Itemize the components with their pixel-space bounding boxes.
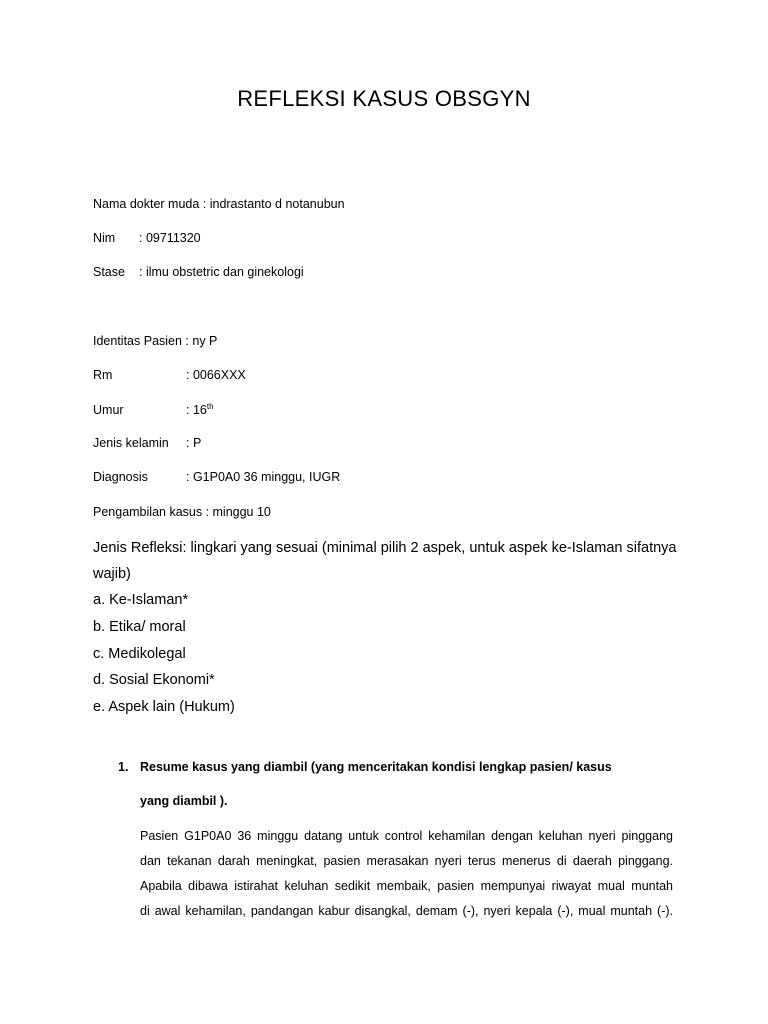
- rm-label: Rm: [93, 368, 113, 382]
- reflection-option-socioeconomic: d. Sosial Ekonomi*: [93, 672, 215, 688]
- paragraph-line: di awal kehamilan, pandangan kabur disangkal, demam (-), nyeri kepala (-), mual muntah (-).: [140, 904, 673, 918]
- rm-row: [93, 368, 246, 382]
- sex-label: Jenis kelamin: [93, 436, 169, 450]
- age-number: : 16: [186, 403, 207, 418]
- section1-heading: [118, 760, 612, 774]
- stase-row: [93, 265, 304, 279]
- age-label: Umur: [93, 403, 124, 418]
- reflection-option-islam: a. Ke-Islaman*: [93, 592, 189, 608]
- patient-identity-line: Identitas Pasien : ny P: [93, 334, 218, 348]
- document-title: REFLEKSI KASUS OBSGYN: [237, 86, 531, 111]
- age-superscript: th: [206, 402, 214, 411]
- stase-label: Stase: [93, 265, 125, 279]
- nim-label: Nim: [93, 231, 116, 245]
- stase-value: : ilmu obstetric dan ginekologi: [139, 265, 304, 279]
- section1-heading-line2: yang diambil ).: [140, 794, 228, 808]
- case-summary-paragraph: [140, 824, 673, 924]
- nim-row: [93, 231, 201, 245]
- case-taken-line: Pengambilan kasus : minggu 10: [93, 505, 271, 519]
- reflection-option-ethics: b. Etika/ moral: [93, 619, 186, 635]
- sex-value: : P: [186, 436, 202, 450]
- reflection-option-other: e. Aspek lain (Hukum): [93, 699, 235, 715]
- reflection-option-medicolegal: c. Medikolegal: [93, 646, 186, 662]
- paragraph-line: Pasien G1P0A0 36 minggu datang untuk control kehamilan dengan keluhan nyeri pinggang: [140, 829, 673, 843]
- paragraph-line: dan tekanan darah meningkat, pasien merasakan nyeri terus menerus di daerah pinggang.: [140, 854, 673, 868]
- section1-heading-line1: Resume kasus yang diambil (yang menceritakan kondisi lengkap pasien/ kasus: [140, 760, 612, 774]
- nim-value: : 09711320: [139, 231, 201, 245]
- reflection-intro-line1: Jenis Refleksi: lingkari yang sesuai (minimal pilih 2 aspek, untuk aspek ke-Islaman sifatnya: [93, 540, 677, 556]
- reflection-intro-line2: wajib): [93, 566, 131, 582]
- doctor-name-line: Nama dokter muda : indrastanto d notanubun: [93, 197, 345, 211]
- diagnosis-label: Diagnosis: [93, 470, 148, 484]
- section1-number: 1.: [118, 760, 129, 774]
- age-value: [186, 402, 214, 417]
- age-row: [93, 402, 214, 417]
- paragraph-line: Apabila dibawa istirahat keluhan sedikit membaik, pasien mempunyai riwayat mual muntah: [140, 879, 673, 893]
- diagnosis-value: : G1P0A0 36 minggu, IUGR: [186, 470, 341, 484]
- rm-value: : 0066XXX: [186, 368, 246, 382]
- diagnosis-row: [93, 470, 340, 484]
- sex-row: [93, 436, 201, 450]
